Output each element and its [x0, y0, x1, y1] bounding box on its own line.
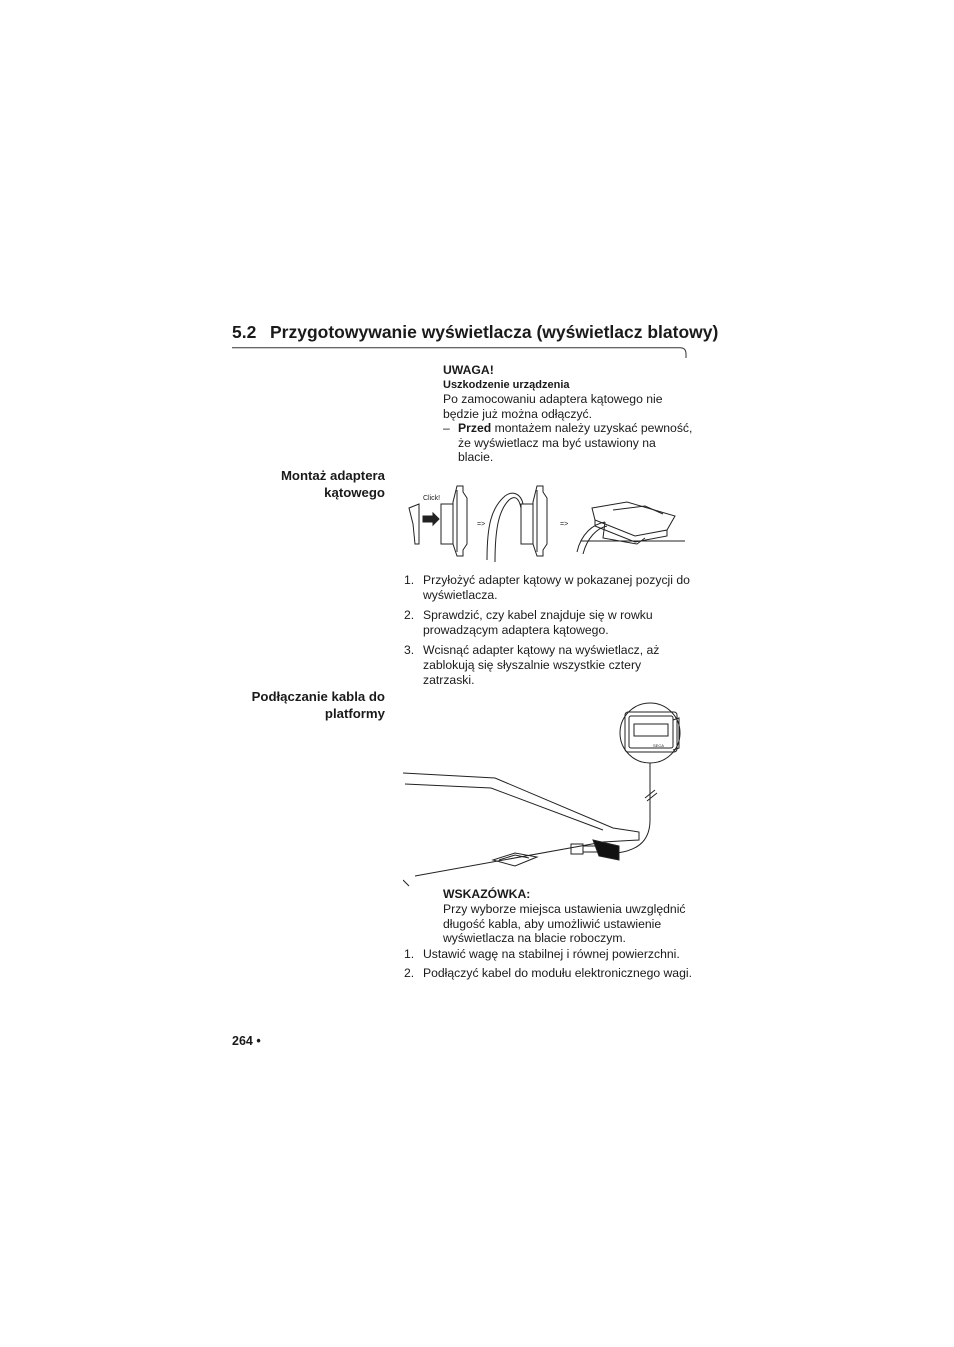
page-number: 264 •: [232, 1034, 261, 1048]
hint-label: WSKAZÓWKA:: [443, 887, 531, 901]
warning-label: UWAGA!: [443, 363, 494, 377]
cable-steps: [404, 947, 694, 981]
step-text: Podłączyć kabel do modułu elektronicznego wagi.: [423, 966, 692, 980]
hint-text: Przy wyborze miejsca ustawienia uwzględnić długość kabla, aby umożliwić ustawienie wyświetlacza na blacie roboczym.: [443, 902, 686, 945]
mount-step-1: [404, 573, 694, 603]
adapter-mounting-figure: [405, 480, 690, 565]
warning-bullet-bold: Przed: [458, 421, 492, 435]
figure-click-label: Click!: [423, 495, 441, 502]
warning-text: Po zamocowaniu adaptera kątowego nie będzie już można odłączyć.: [443, 392, 663, 421]
connect-arrow-icon: [593, 840, 619, 860]
section-heading: [232, 322, 718, 343]
step-number: 1.: [404, 573, 415, 587]
step-text: Ustawić wagę na stabilnej i równej powierzchni.: [423, 947, 680, 961]
heading-rule: [232, 347, 692, 359]
section-title: Przygotowywanie wyświetlacza (wyświetlacz blatowy): [270, 322, 719, 342]
mount-section-title: Montaż adaptera kątowego: [280, 468, 385, 500]
cable-connection-figure: [403, 700, 693, 890]
push-arrow-icon: [423, 513, 439, 525]
step-number: 2.: [404, 608, 415, 622]
step-text: Wcisnąć adapter kątowy na wyświetlacz, aż zablokują się słyszalnie wszystkie cztery zatrzaski.: [423, 643, 660, 687]
step-number: 3.: [404, 643, 415, 657]
step-text: Sprawdzić, czy kabel znajduje się w rowku prowadzącym adaptera kątowego.: [423, 608, 653, 637]
warning-subtitle: Uszkodzenie urządzenia: [443, 379, 570, 391]
warning-dash: –: [443, 421, 450, 435]
cable-step-1: [404, 947, 694, 962]
warning-bullet: [458, 421, 694, 465]
step-number: 2.: [404, 966, 415, 980]
step-text: Przyłożyć adapter kątowy w pokazanej pozycji do wyświetlacza.: [423, 573, 690, 602]
display-brand-logo: SECA: [653, 743, 664, 748]
mount-step-3: [404, 643, 694, 688]
mount-steps: [404, 573, 694, 688]
mount-step-2: [404, 608, 694, 638]
arrow-label-1: =>: [477, 521, 486, 528]
cable-step-2: [404, 966, 694, 981]
cable-section-title: Podłączanie kabla do platformy: [251, 689, 385, 721]
step-number: 1.: [404, 947, 415, 961]
warning-bullet-text: montażem należy uzyskać pewność, że wyświetlacz ma być ustawiony na blacie.: [458, 421, 693, 464]
section-number: 5.2: [232, 322, 257, 342]
arrow-label-2: =>: [560, 521, 569, 528]
